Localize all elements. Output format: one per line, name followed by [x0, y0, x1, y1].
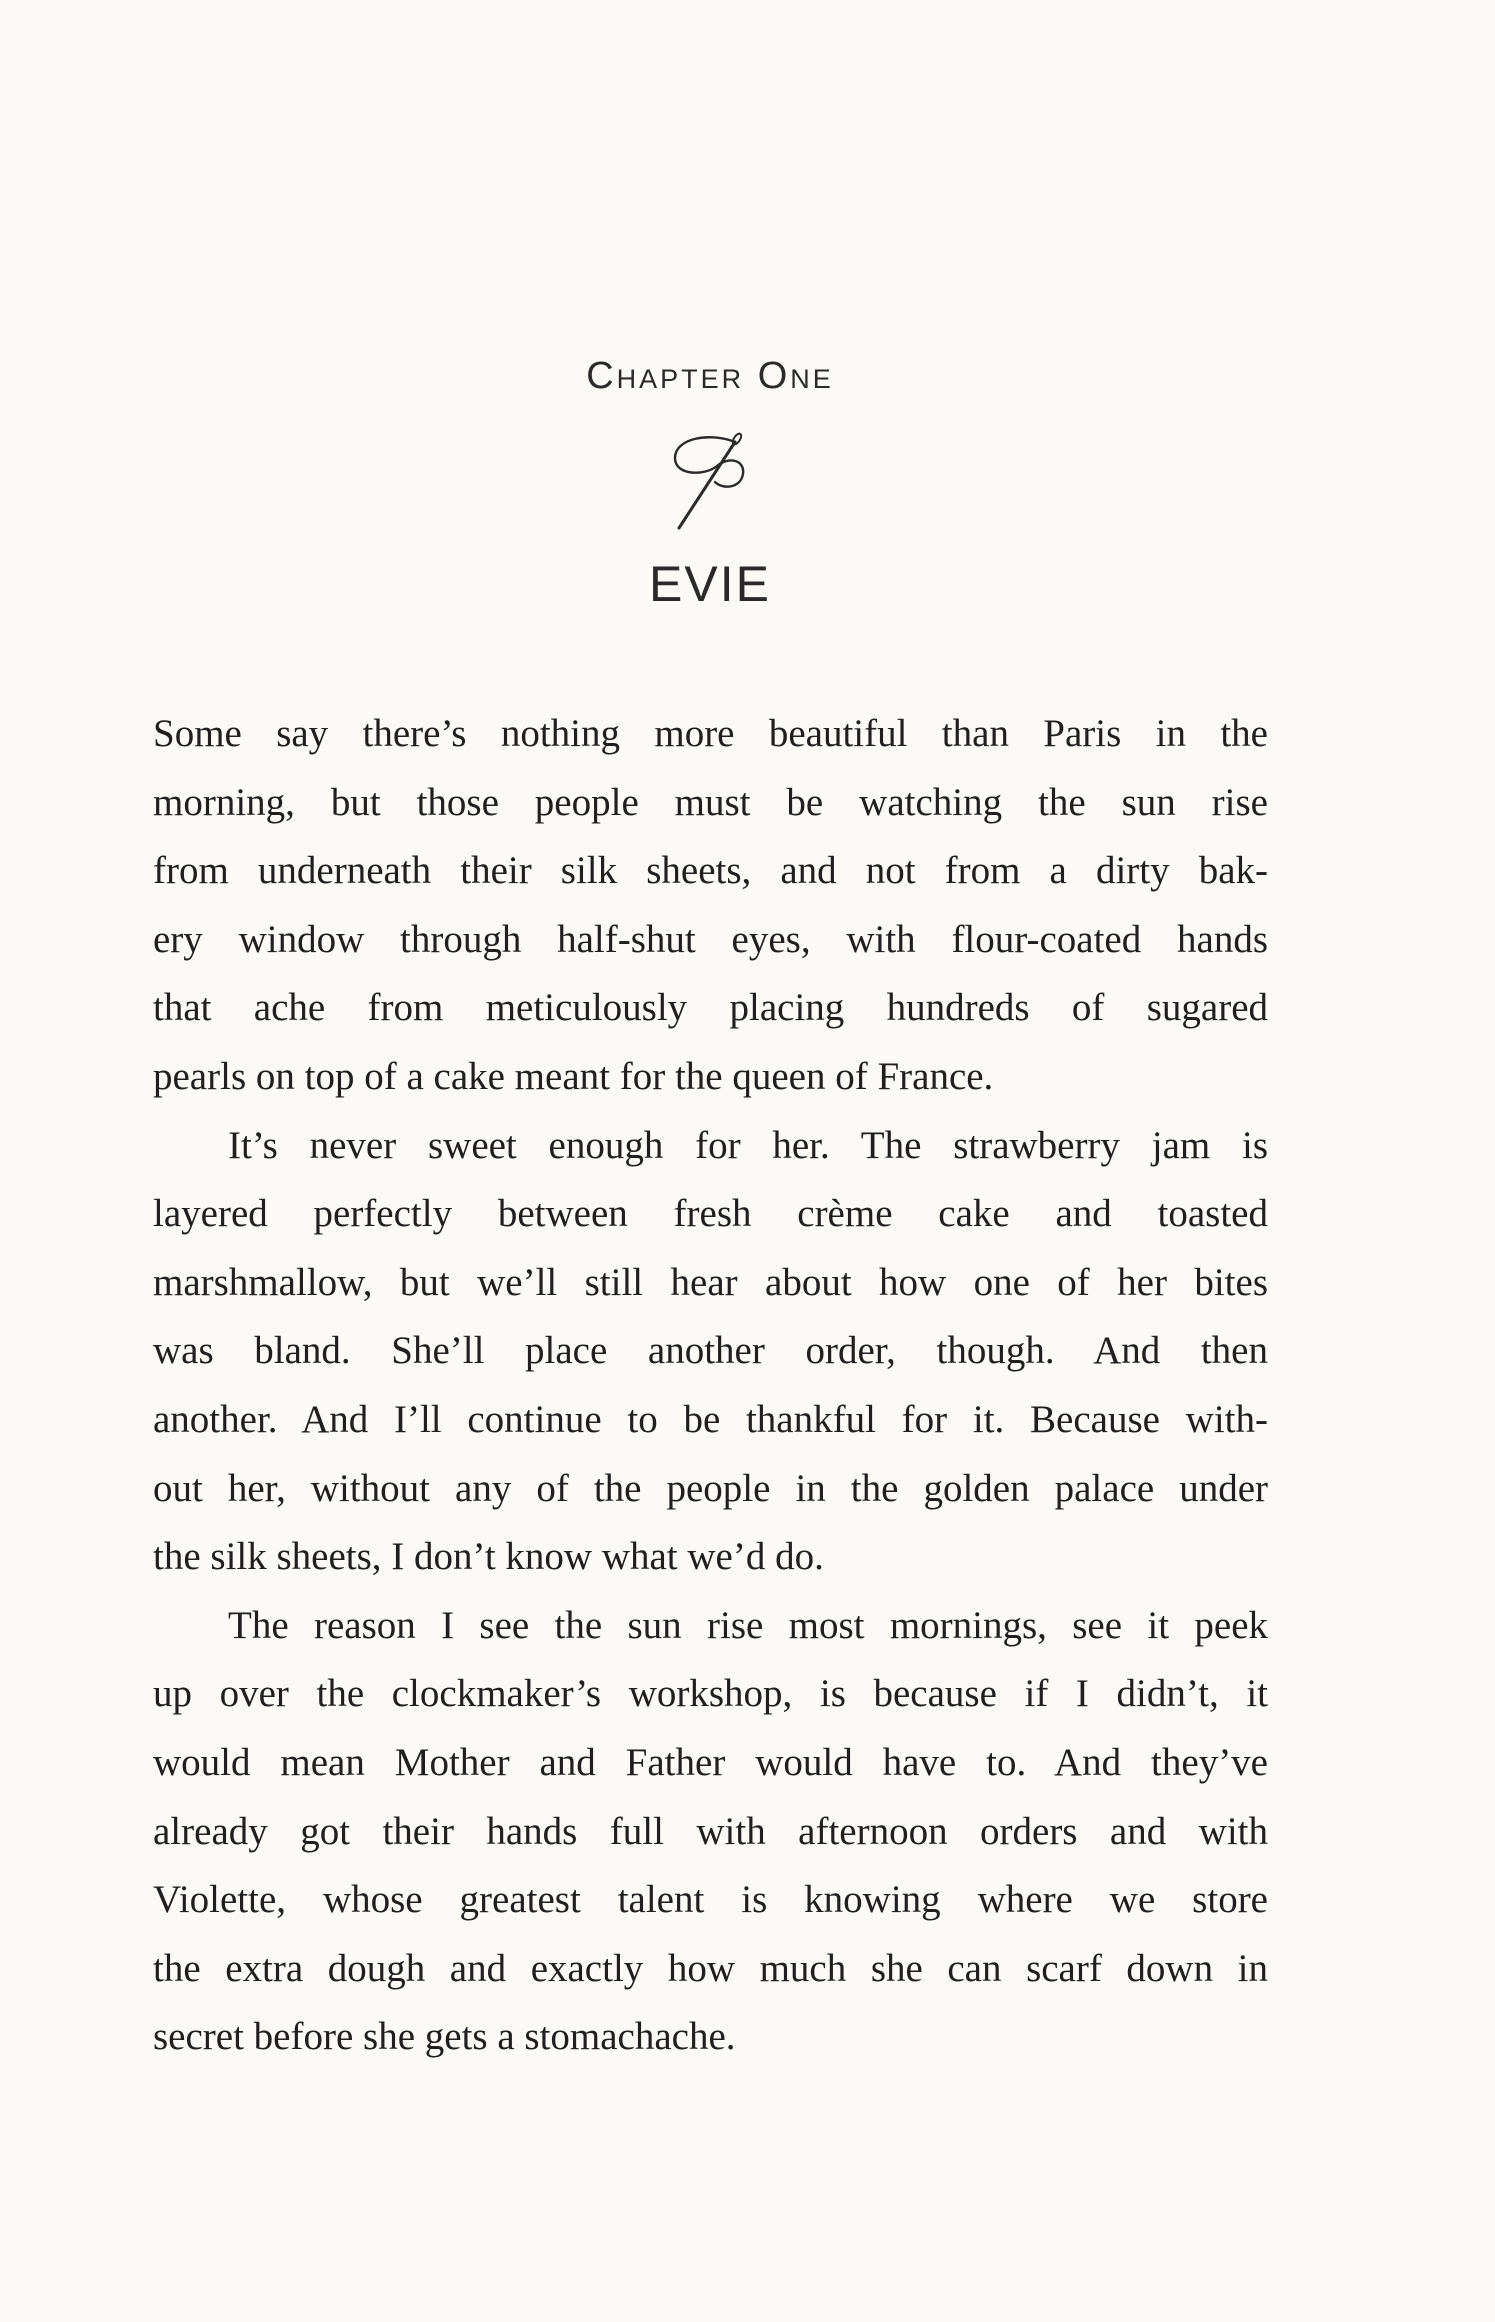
chapter-body [153, 700, 1268, 2072]
text-line: the silk sheets, I don’t know what we’d do. [153, 1535, 824, 1579]
text-line: marshmallow, but we’ll still hear about how one of her bites [153, 1260, 1268, 1304]
chapter-heading: Chapter One [586, 355, 834, 397]
text-line: up over the clockmaker’s workshop, is because if I didn’t, it [153, 1672, 1268, 1716]
paragraph-1 [153, 700, 1268, 1112]
text-line: from underneath their silk sheets, and not from a dirty bak- [153, 849, 1268, 893]
text-line: the extra dough and exactly how much she can scarf down in [153, 1946, 1268, 1990]
needle-thread-icon [665, 430, 755, 530]
text-line: already got their hands full with afternoon orders and with [153, 1809, 1268, 1853]
text-line: ery window through half-shut eyes, with flour-coated hands [153, 917, 1268, 961]
pov-character-name: EVIE [649, 556, 771, 612]
text-line: layered perfectly between fresh crème cake and toasted [153, 1192, 1268, 1236]
text-line: another. And I’ll continue to be thankful for it. Because with- [153, 1397, 1268, 1441]
text-line: The reason I see the sun rise most mornings, see it peek [228, 1603, 1268, 1647]
paragraph-2 [153, 1112, 1268, 1592]
text-line: out her, without any of the people in the golden palace under [153, 1466, 1268, 1510]
paragraph-3 [153, 1592, 1268, 2072]
text-line: morning, but those people must be watching the sun rise [153, 780, 1268, 824]
text-line: was bland. She’ll place another order, though. And then [153, 1329, 1268, 1373]
text-line: Some say there’s nothing more beautiful than Paris in the [153, 712, 1268, 755]
text-line: would mean Mother and Father would have to. And they’ve [153, 1740, 1268, 1784]
text-line: It’s never sweet enough for her. The strawberry jam is [228, 1123, 1268, 1167]
text-line: secret before she gets a stomachache. [153, 2015, 736, 2059]
text-line: that ache from meticulously placing hundreds of sugared [153, 986, 1268, 1030]
text-line: Violette, whose greatest talent is knowing where we store [153, 1878, 1268, 1922]
text-line: pearls on top of a cake meant for the queen of France. [153, 1054, 994, 1098]
